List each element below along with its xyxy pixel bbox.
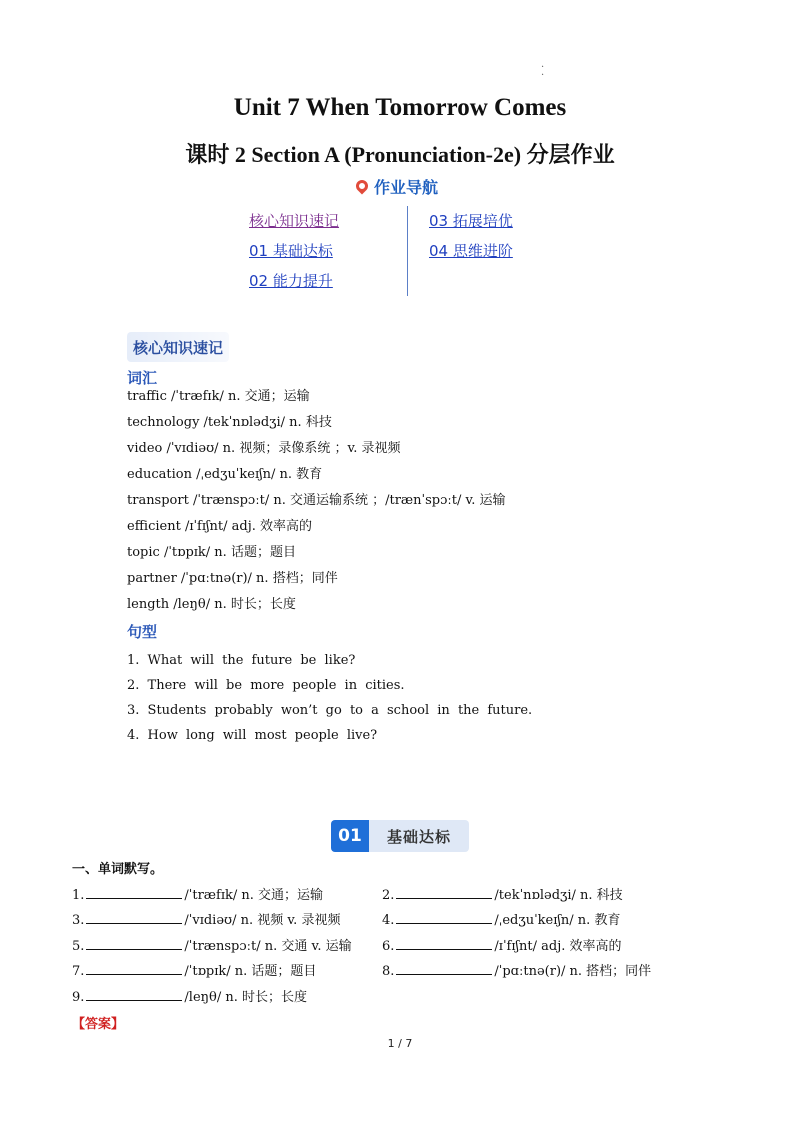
sentence-item: 2. There will be more people in cities. [127,678,405,693]
answer-blank[interactable] [86,986,182,1001]
page-number: 1 / 7 [387,1037,413,1050]
exercise-item [72,960,316,982]
vocab-item: traffic /ˈtræfɪk/ n. 交通；运输 [127,389,310,404]
section-01-badge [331,820,469,852]
page-title: Unit 7 When Tomorrow Comes [233,94,567,121]
item-number: 5. [72,939,85,954]
section-number: 01 [331,820,369,852]
answer-blank[interactable] [396,960,492,975]
item-number: 4. [382,913,395,928]
item-hint: /leŋθ/ n. 时长；长度 [184,990,307,1005]
exercise-item [382,960,651,982]
item-number: 1. [72,888,85,903]
core-knowledge-badge-text: 核心知识速记 [133,338,224,357]
nav-link-04[interactable]: 04 思维进阶 [429,242,513,260]
vocab-list [127,384,506,618]
answer-blank[interactable] [86,909,182,924]
item-number: 3. [72,913,85,928]
core-knowledge-badge [127,332,229,362]
item-hint: /ˈtrænspɔːt/ n. 交通 v. 运输 [184,939,352,954]
item-hint: /ˈtɒpɪk/ n. 话题；题目 [184,964,317,979]
corner-marks: · · [541,62,545,81]
item-hint: /ɪˈfɪʃnt/ adj. 效率高的 [494,939,622,954]
item-hint: /ˈvɪdiəʊ/ n. 视频 v. 录视频 [184,913,341,928]
vocab-item: topic /ˈtɒpɪk/ n. 话题；题目 [127,545,296,560]
nav-link-02[interactable]: 02 能力提升 [249,272,333,290]
sentence-item: 4. How long will most people live? [127,728,378,743]
exercise-item [72,909,340,931]
item-number: 7. [72,964,85,979]
answer-blank[interactable] [86,960,182,975]
answer-blank[interactable] [396,935,492,950]
exercise-item [382,935,622,957]
nav-heading [356,174,438,198]
sentence-list [127,648,532,748]
vocab-item: video /ˈvɪdiəʊ/ n. 视频；录像系统 ；v. 录视频 [127,441,401,456]
sentence-item: 3. Students probably won’t go to a school in the future. [127,703,533,718]
exercise-item [72,986,307,1008]
vocab-item: technology /tekˈnɒlədʒi/ n. 科技 [127,415,332,430]
vocab-item: education /ˌedʒuˈkeɪʃn/ n. 教育 [127,467,323,482]
item-number: 2. [382,888,395,903]
answer-label: 【答案】 [72,1017,125,1032]
nav-heading-text: 作业导航 [374,177,439,197]
nav-link-core[interactable]: 核心知识速记 [249,212,340,230]
answer-blank[interactable] [396,884,492,899]
item-hint: /ˈtræfɪk/ n. 交通；运输 [184,888,324,903]
exercise-item [72,935,352,957]
exercise-item [382,884,623,906]
vocab-item: partner /ˈpɑːtnə(r)/ n. 搭档；同伴 [127,571,338,586]
section-label: 基础达标 [369,820,469,852]
nav-link-03[interactable]: 03 拓展培优 [429,212,513,230]
answer-blank[interactable] [86,884,182,899]
exercise-item [72,884,323,906]
answer-blank[interactable] [86,935,182,950]
sentence-item: 1. What will the future be like? [127,653,356,668]
item-number: 9. [72,990,85,1005]
vocab-item: length /leŋθ/ n. 时长；长度 [127,597,296,612]
item-hint: /tekˈnɒlədʒi/ n. 科技 [494,888,623,903]
item-hint: /ˌedʒuˈkeɪʃn/ n. 教育 [494,913,621,928]
answer-blank[interactable] [396,909,492,924]
vocab-item: transport /ˈtrænspɔːt/ n. 交通运输系统 ；/trænˈspɔːt/ v. 运输 [127,493,506,508]
exercise-heading: 一、单词默写。 [72,862,164,877]
item-hint: /ˈpɑːtnə(r)/ n. 搭档；同伴 [494,964,652,979]
sentence-heading: 句型 [127,623,158,641]
vocab-item: efficient /ɪˈfɪʃnt/ adj. 效率高的 [127,519,313,534]
location-pin-icon [354,178,371,195]
exercise-item [382,909,620,931]
vocab-heading: 词汇 [127,369,158,387]
nav-left-column [249,206,339,296]
page-subtitle: 课时 2 Section A (Pronunciation-2e) 分层作业 [185,142,615,167]
nav-right-column [429,206,513,266]
item-number: 6. [382,939,395,954]
item-number: 8. [382,964,395,979]
nav-divider [407,206,408,296]
nav-link-01[interactable]: 01 基础达标 [249,242,333,260]
